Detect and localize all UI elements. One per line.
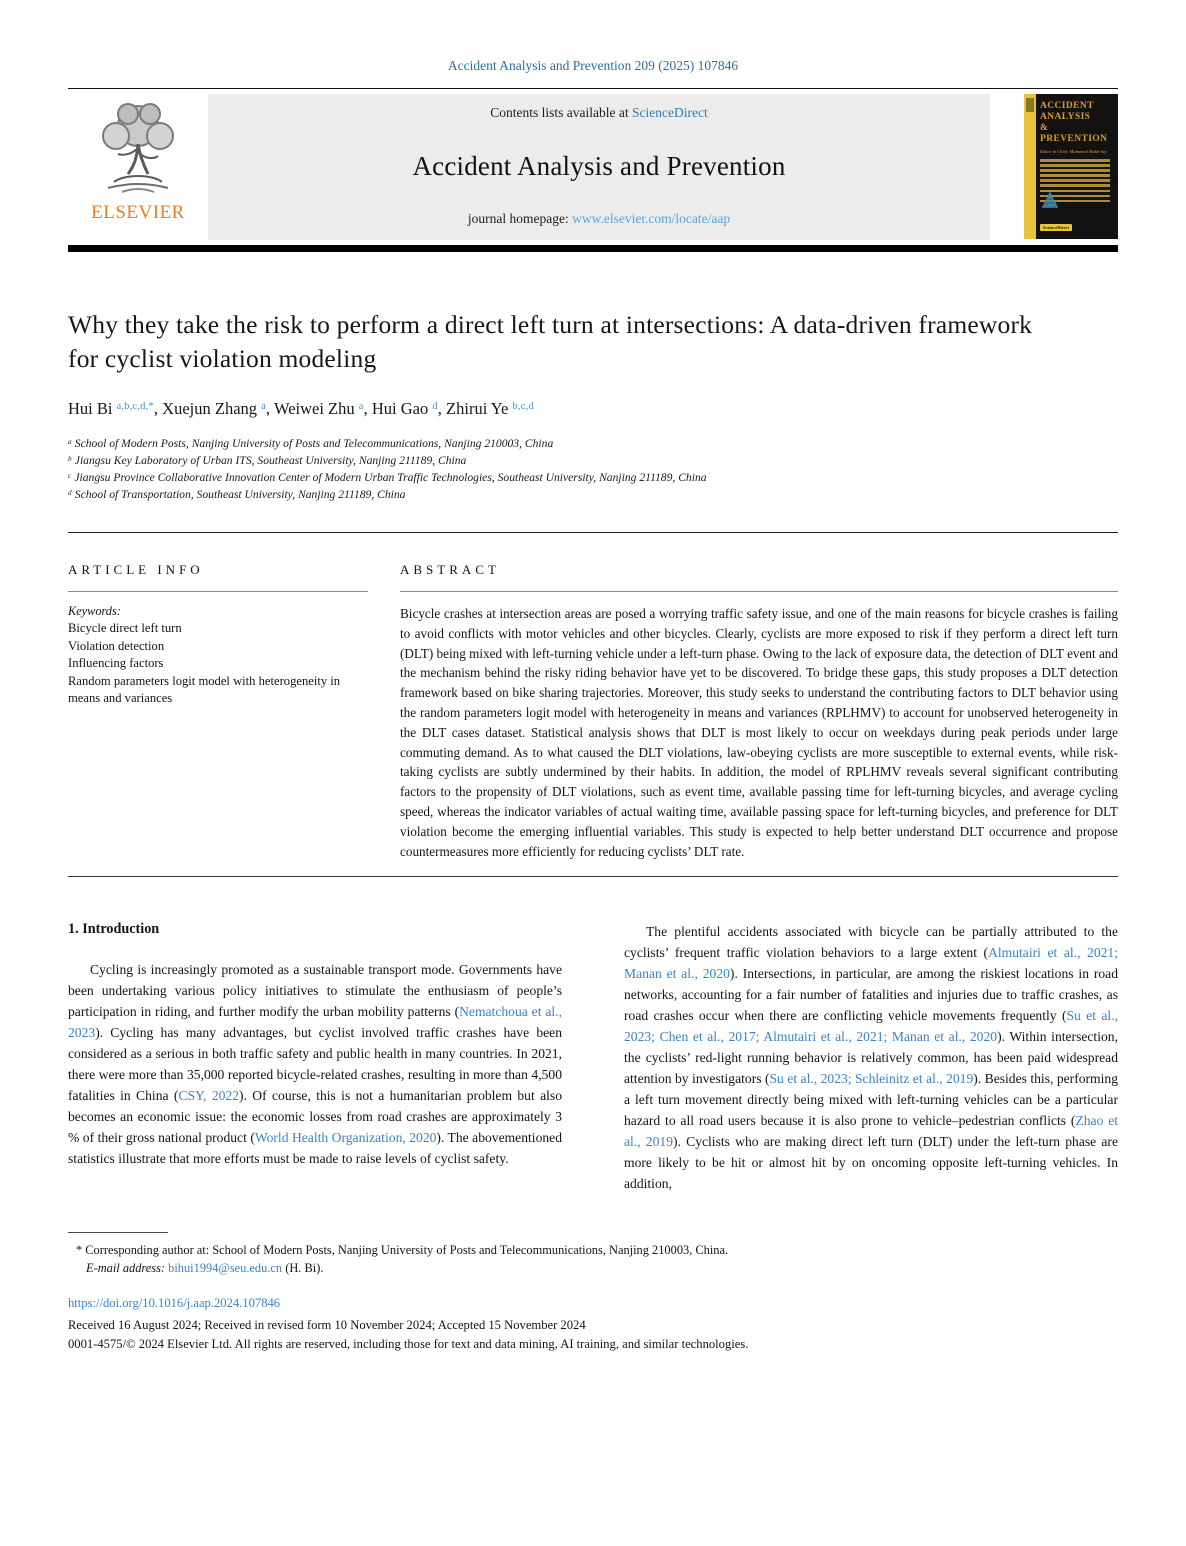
cover-title-line: PREVENTION	[1040, 134, 1108, 144]
journal-title: Accident Analysis and Prevention	[412, 150, 786, 181]
abstract-heading: ABSTRACT	[400, 562, 500, 577]
body-columns	[68, 921, 1118, 1194]
copyright-line: 0001-4575/© 2024 Elsevier Ltd. All rights are reserved, including those for text and data mining, AI training, and similar technologies.	[68, 1337, 749, 1352]
received-dates: Received 16 August 2024; Received in revised form 10 November 2024; Accepted 15 November 2024	[68, 1318, 586, 1333]
article-info-rule	[68, 591, 368, 592]
cover-globe-icon	[1040, 191, 1072, 216]
info-abstract-grid	[68, 562, 1118, 861]
homepage-prefix: journal homepage:	[467, 211, 573, 226]
elsevier-tree-icon	[84, 96, 192, 200]
cover-topic-bar	[1040, 184, 1110, 187]
abstract-column	[400, 562, 1118, 861]
paper-title: Why they take the risk to perform a direct left turn at intersections: A data-driven framework for cyclist violation modeling	[68, 310, 1033, 373]
contents-line	[208, 105, 990, 121]
body-column-left	[68, 921, 562, 1194]
section-divider	[68, 532, 1118, 533]
journal-cover-thumbnail[interactable]	[1024, 94, 1118, 239]
cover-title-line: &	[1040, 123, 1049, 133]
cover-sciencedirect-badge: ScienceDirect	[1040, 224, 1072, 231]
keywords-label: Keywords:	[68, 604, 121, 618]
elsevier-wordmark: ELSEVIER	[91, 202, 185, 223]
contents-prefix: Contents lists available at	[490, 105, 632, 120]
introduction-paragraph: The plentiful accidents associated with bicycle can be partially attributed to the cyclists’ frequent traffic violation behaviors to a large extent (Almutairi et al., 2021; Manan et al., 2020). Intersections, in particular, are among the riskiest locations in road networks, accounting for a fair number of fatalities and injuries due to traffic crashes, as road crashes occur when there are conflicting vehicle movements frequently (Su et al., 2023; Chen et al., 2017; Almutairi et al., 2021; Manan et al., 2020). Within intersection, the cyclists’ red-light running behavior is relatively common, has been paid widespread attention by investigators (Su et al., 2023; Schleinitz et al., 2019). Besides this, performing a left turn movement directly being mixed with left-turning vehicles can be a particular hazard to all road users because it is also prone to vehicle–pedestrian conflicts (Zhao et al., 2019). Cyclists who are making direct left turn (DLT) under the left-turn phase are more likely to be hit or almost hit by on oncoming opposite left-turning vehicles. In addition,	[624, 924, 1119, 1192]
abstract-rule	[400, 591, 1118, 592]
cover-topic-bar	[1040, 169, 1110, 172]
keyword-item: Bicycle direct left turn	[68, 621, 182, 635]
cover-main	[1040, 94, 1118, 202]
cover-topic-bar	[1040, 159, 1110, 162]
footnote-rule	[68, 1232, 168, 1233]
masthead-center	[208, 94, 990, 240]
footnote-block	[68, 1232, 1118, 1277]
affiliation: $^a$ School of Modern Posts, Nanjing University of Posts and Telecommunications, Nanjing 210003, China	[68, 437, 554, 450]
affiliation: $^b$ Jiangsu Key Laboratory of Urban ITS, Southeast University, Nanjing 211189, China	[68, 454, 467, 467]
cover-bottom	[1040, 191, 1072, 234]
keyword-item: Random parameters logit model with heterogeneity in means and variances	[68, 673, 341, 705]
abstract-bottom-divider	[68, 876, 1118, 877]
cover-title-line: ANALYSIS	[1040, 112, 1091, 122]
cover-topic-bar	[1040, 164, 1110, 167]
homepage-url-link[interactable]: www.elsevier.com/locate/aap	[572, 211, 731, 226]
affiliation: $^c$ Jiangsu Province Collaborative Innovation Center of Modern Urban Traffic Technologies, Southeast University, Nanjing 211189, China	[68, 471, 707, 484]
affiliation: $^d$ School of Transportation, Southeast University, Nanjing 211189, China	[68, 488, 406, 501]
doi-link[interactable]: https://doi.org/10.1016/j.aap.2024.107846	[68, 1296, 281, 1311]
masthead-divider-bar	[68, 245, 1118, 252]
body-column-right	[624, 921, 1118, 1194]
corresponding-author-note: * Corresponding author at: School of Modern Posts, Nanjing University of Posts and Telecommunications, Nanjing 210003, China.	[76, 1243, 729, 1258]
abstract-text: Bicycle crashes at intersection areas are posed a worrying traffic safety issue, and one of the main reasons for bicycle crashes is failing to avoid conflicts with motor vehicles and other bicycles. Clearly, cyclists are more exposed to risk if they perform a direct left turn (DLT) being mixed with left-turning vehicle under a left-turn phase. Owing to the lack of exposure data, the detection of DLT event and the mechanism behind the risky riding behavior have yet to be discovered. To bridge these gaps, this study proposes a DLT detection framework based on bike sharing trajectories. Moreover, this study seeks to understand the contributing factors to DLT behavior using the random parameters logit model with heterogeneity in means and variances (RPLHMV) to account for unobserved heterogeneity in the DLT cases dataset. Statistical analysis shows that DLT is most likely to occur on weekdays during peak periods under large commuting demand. As to what caused the DLT violations, law-obeying cyclists are more susceptible to external events, while risk-taking cyclists are subtly undermined by their habits. In addition, the model of RPLHMV reveals several significant contributing factors to the propensity of DLT violations, such as event time, available passing time for left-turning bicycles, and average cycling speed, whereas the indicator variables of actual waiting time, available passing space for left-turning bicycles, and preference for DLT violation become the emerging influential variables. This study is expected to help better understand DLT occurrence and propose countermeasures more efficiently for reducing cyclists’ DLT rate.	[400, 606, 1118, 859]
elsevier-logo	[68, 94, 208, 240]
cover-title-line: ACCIDENT	[1040, 101, 1094, 111]
article-info-column	[68, 562, 368, 861]
affiliation-list	[68, 436, 1118, 504]
keyword-item: Influencing factors	[68, 656, 164, 670]
sciencedirect-link[interactable]: ScienceDirect	[632, 105, 708, 120]
author-list: Hui Bi $^{a,b,c,d,*}$, Xuejun Zhang $^a$, Weiwei Zhu $^a$, Hui Gao $^d$, Zhirui Ye $^{b,c,d}$	[68, 399, 534, 418]
introduction-heading: 1. Introduction	[68, 921, 160, 938]
cover-editor-line: Editor in Chief: Mohamed Abdel-Aty	[1040, 149, 1107, 154]
article-info-heading: ARTICLE INFO	[68, 562, 204, 577]
cover-topic-bar	[1040, 179, 1110, 182]
homepage-line	[208, 211, 990, 227]
journal-citation: Accident Analysis and Prevention 209 (2025) 107846	[447, 58, 739, 73]
cover-issn-block	[1026, 98, 1034, 112]
masthead	[68, 88, 1118, 240]
introduction-paragraph: Cycling is increasingly promoted as a sustainable transport mode. Governments have been undertaking various policy initiatives to stimulate the enthusiasm of people’s participation in riding, and further modify the urban mobility patterns (Nematchoua et al., 2023). Cycling has many advantages, but cyclist involved traffic crashes have been considered as a serious in both traffic safety and public health in many countries. In 2021, there were more than 35,000 reported bicycle-related crashes, resulting in more than 4,500 fatalities in China (CSY, 2022). Of course, this is not a humanitarian problem but also becomes an economic issue: the economic losses from road crashes are approximately 3 % of their gross national product (World Health Organization, 2020). The abovementioned statistics illustrate that more efforts must be made to raise levels of cyclist safety.	[68, 962, 562, 1167]
cover-yellow-band	[1024, 94, 1036, 239]
keyword-item: Violation detection	[68, 638, 165, 653]
cover-topic-bar	[1040, 174, 1110, 177]
email-note: E-mail address: bihui1994@seu.edu.cn (H. Bi).	[86, 1260, 324, 1275]
